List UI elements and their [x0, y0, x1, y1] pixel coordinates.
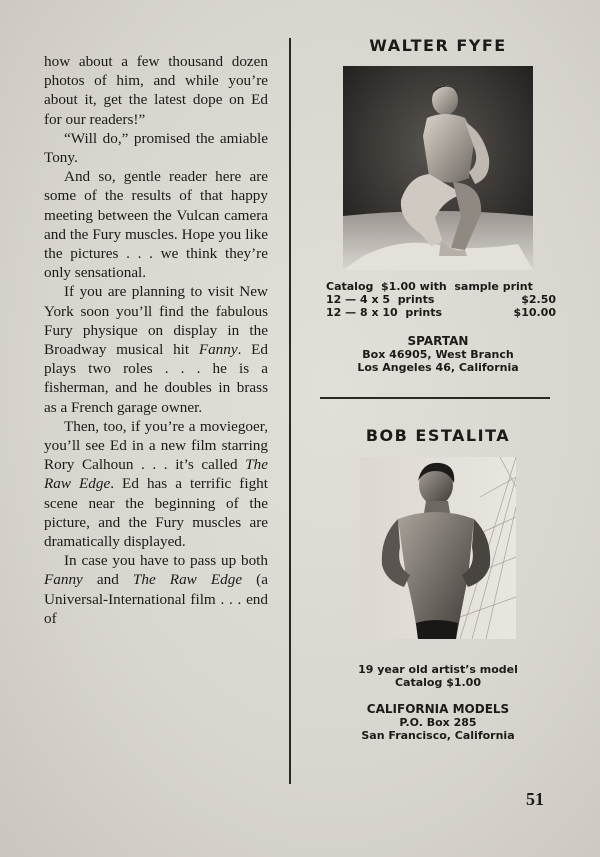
article-paragraph-3: And so, gentle reader here are some of the results of that happy meeting between the Vulcan camera and the Fury muscles. Hope you like the pictures . . . we think they’re only sensational.	[44, 168, 268, 282]
ad-address-line-2: San Francisco, California	[361, 729, 515, 742]
article-paragraph-4	[44, 282, 268, 416]
price-amount: $2.50	[521, 293, 556, 306]
ad-title: WALTER FYFE	[369, 36, 507, 55]
article-paragraph-6	[44, 551, 268, 628]
ad-address-line-1: P.O. Box 285	[399, 716, 477, 729]
article-column	[44, 52, 268, 628]
text-span: (a Universal-International film . . . end of	[44, 571, 268, 627]
price-size: 12 — 8 x 10 prints	[326, 306, 443, 319]
standing-model-photo-image	[360, 457, 516, 639]
ad-address-line-1: Box 46905, West Branch	[362, 348, 514, 361]
ad-company: CALIFORNIA MODELS	[366, 702, 510, 716]
text-span: and	[82, 571, 133, 589]
article-paragraph-5	[44, 417, 268, 551]
ad-bob-estalita	[318, 426, 558, 742]
italic-title: Fanny	[198, 341, 238, 359]
ad-title: BOB ESTALITA	[365, 426, 511, 445]
price-row	[326, 293, 556, 306]
price-amount: $10.00	[513, 306, 556, 319]
ad-company: SPARTAN	[407, 334, 469, 348]
catalog-line: Catalog $1.00 with sample print	[326, 280, 533, 293]
article-paragraph-1: how about a few thousand dozen photos of him, and while you’re about it, get the latest dope on Ed for our readers!”	[44, 53, 268, 128]
article-paragraph-2: “Will do,” promised the amiable Tony.	[44, 129, 268, 167]
price-list	[326, 280, 556, 319]
column-divider	[289, 38, 291, 784]
ad-caption-1: 19 year old artist’s model	[358, 663, 518, 676]
text-span: In case you have to pass up both	[64, 552, 268, 570]
italic-title: Fanny	[44, 571, 83, 589]
text-span: If you are planning to visit New York soon you’ll find the fabulous Fury physique on display in the Broadway musical hit	[44, 283, 268, 359]
price-row	[326, 306, 556, 319]
seated-model-photo-image	[343, 66, 533, 270]
italic-title: The Raw Edge	[132, 571, 243, 589]
page-number: 51	[526, 789, 544, 809]
text-span: . Ed plays two roles . . . he is a fisherman, and he doubles in brass as a French garage owner.	[44, 341, 268, 416]
italic-title: The Raw Edge	[44, 456, 268, 493]
ad-caption-2: Catalog $1.00	[394, 676, 481, 689]
model-photo	[360, 457, 516, 639]
text-span: Then, too, if you’re a moviegoer, you’ll see Ed in a new film starring Rory Calhoun . . . it’s called	[44, 417, 268, 474]
ad-walter-fyfe	[318, 36, 558, 374]
ad-address-line-2: Los Angeles 46, California	[357, 361, 519, 374]
price-size: 12 — 4 x 5 prints	[326, 293, 435, 306]
ad-divider	[320, 397, 550, 399]
text-span: . Ed has a terrific fight scene near the beginning of the picture, and the Fury muscles are dramatically displayed.	[44, 475, 268, 551]
model-photo	[343, 66, 533, 270]
